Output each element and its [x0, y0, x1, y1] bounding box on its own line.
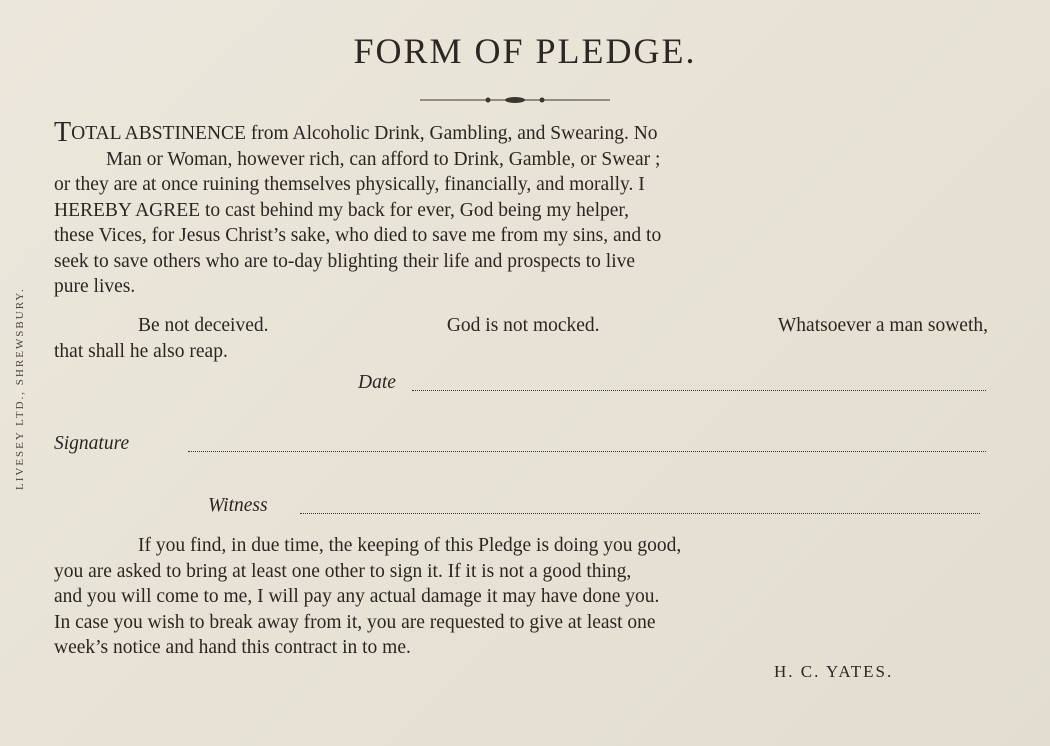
footer-line: In case you wish to break away from it, you are requested to give at least one	[54, 611, 656, 633]
ornament-divider	[420, 95, 610, 105]
signature-field[interactable]	[188, 451, 986, 452]
pledge-line: HEREBY AGREE to cast behind my back for ever, God being my helper,	[54, 199, 630, 221]
drop-cap: T	[54, 117, 72, 148]
scripture-part: that shall he also reap.	[54, 341, 228, 362]
footer-line: and you will come to me, I will pay any actual damage it may have done you.	[54, 586, 660, 607]
witness-field[interactable]	[300, 513, 980, 514]
pledge-line: TOTAL ABSTINENCE from Alcoholic Drink, Gambling, and Swearing. No	[54, 117, 658, 148]
date-field[interactable]	[412, 390, 986, 391]
signature-label: Signature	[54, 433, 130, 454]
signatory-name: H. C. YATES.	[774, 662, 894, 681]
scripture-quote	[54, 313, 988, 365]
printer-imprint: LIVESEY LTD., SHREWSBURY.	[14, 287, 26, 490]
scripture-part: God is not mocked.	[446, 315, 600, 336]
pledge-line: these Vices, for Jesus Christ’s sake, who died to save me from my sins, and to	[54, 225, 662, 246]
footer-line: week’s notice and hand this contract in to me.	[54, 637, 411, 658]
pledge-line: Man or Woman, however rich, can afford to Drink, Gamble, or Swear ;	[106, 148, 661, 170]
scripture-row	[54, 313, 988, 339]
pledge-line: seek to save others who are to-day blighting their life and prospects to live	[54, 250, 636, 272]
scripture-part: Whatsoever a man soweth,	[777, 315, 988, 336]
page-title: FORM OF PLEDGE.	[353, 31, 697, 71]
scripture-part: Be not deceived.	[138, 315, 269, 336]
footer-line: If you find, in due time, the keeping of this Pledge is doing you good,	[138, 535, 682, 556]
footer-line: you are asked to bring at least one other to sign it. If it is not a good thing,	[54, 560, 632, 582]
pledge-paragraph	[54, 117, 988, 300]
pledge-line: or they are at once ruining themselves physically, financially, and morally. I	[54, 174, 645, 195]
witness-label: Witness	[208, 495, 268, 516]
date-label: Date	[358, 372, 396, 393]
pledge-line: pure lives.	[54, 276, 136, 297]
footer-paragraph	[54, 533, 988, 661]
